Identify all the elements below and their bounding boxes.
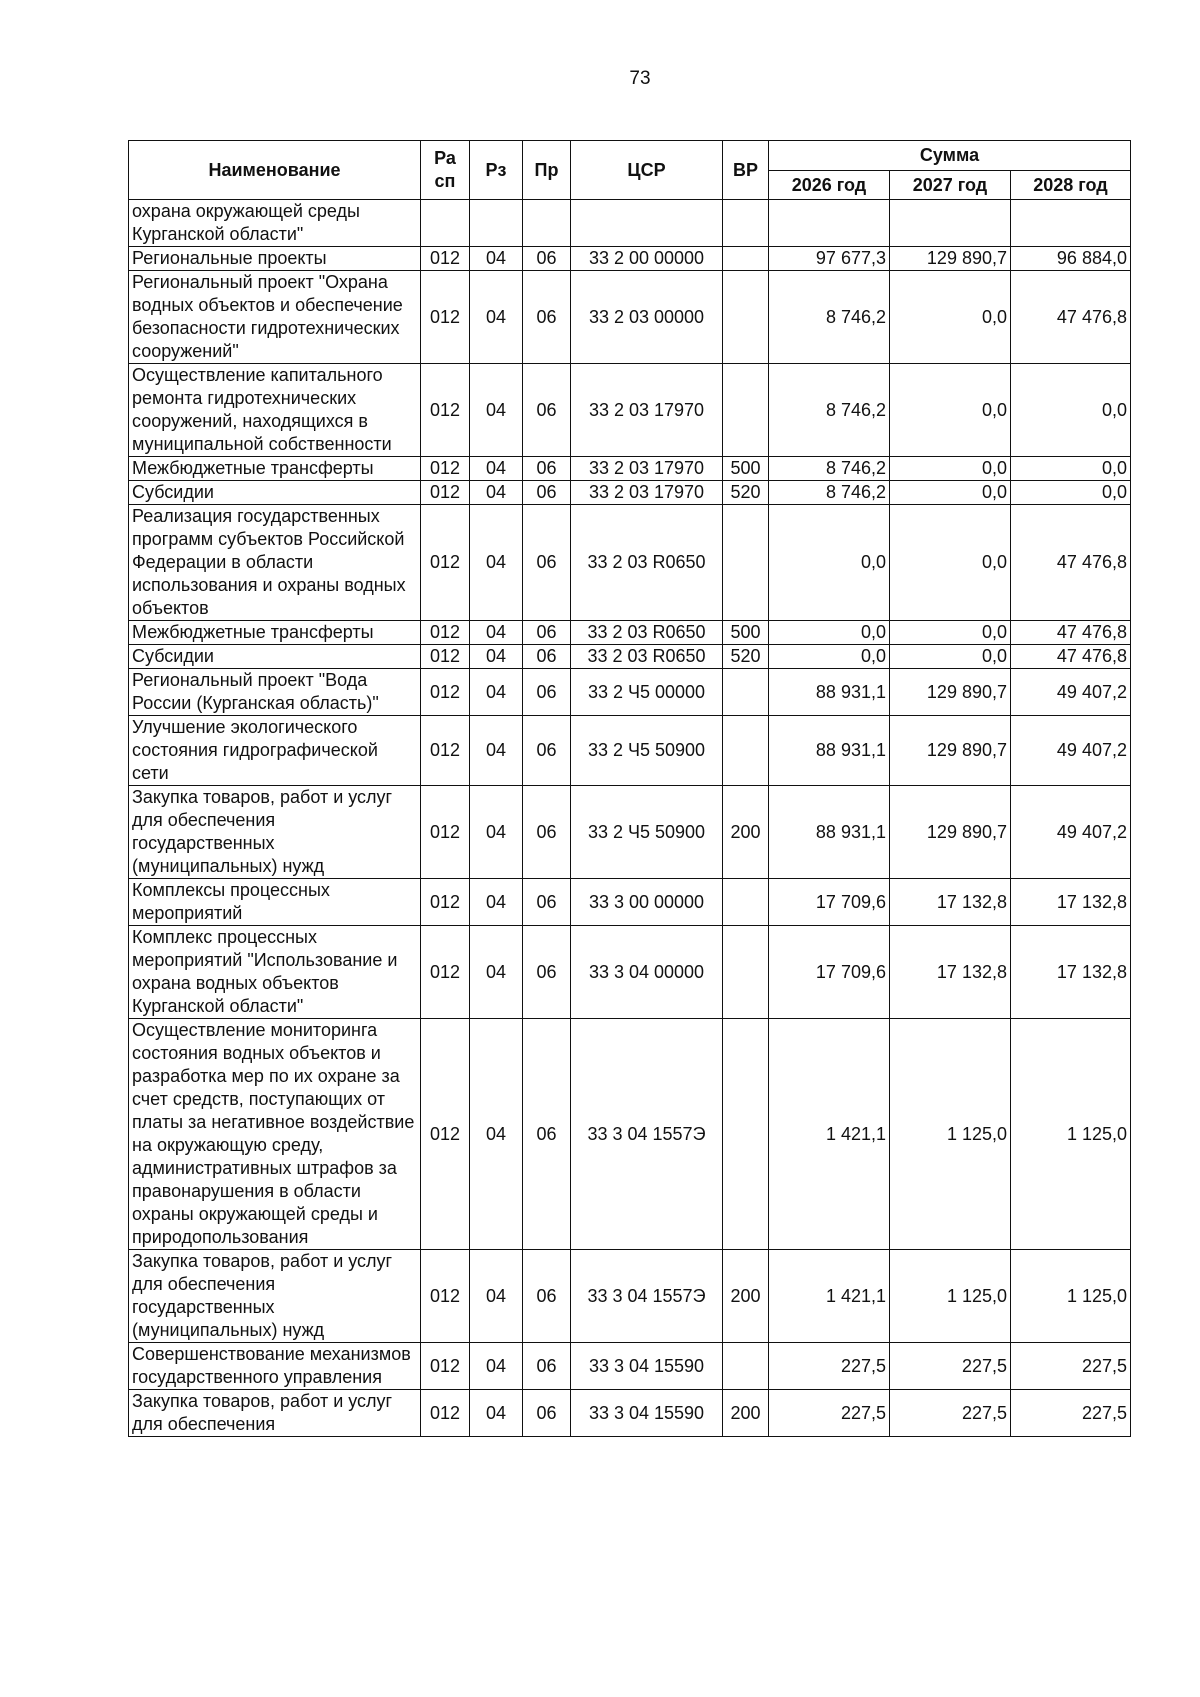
header-name: Наименование	[129, 141, 421, 200]
cell-rz: 04	[470, 1343, 523, 1390]
cell-2026: 17 709,6	[769, 879, 890, 926]
cell-rz: 04	[470, 926, 523, 1019]
table-row	[129, 926, 1131, 1019]
cell-name: Региональные проекты	[129, 247, 421, 271]
table-row	[129, 716, 1131, 786]
cell-2027: 1 125,0	[890, 1019, 1011, 1250]
cell-vr: 500	[723, 457, 769, 481]
cell-vr	[723, 669, 769, 716]
cell-2027: 0,0	[890, 481, 1011, 505]
header-rasp: Ра сп	[421, 141, 470, 200]
cell-2026: 88 931,1	[769, 716, 890, 786]
cell-vr	[723, 364, 769, 457]
cell-name: Реализация государственных программ субъектов Российской Федерации в области использования и охраны водных объектов	[129, 505, 421, 621]
cell-csr: 33 2 03 00000	[571, 271, 723, 364]
cell-2027: 129 890,7	[890, 786, 1011, 879]
cell-vr	[723, 926, 769, 1019]
cell-2027: 0,0	[890, 457, 1011, 481]
cell-rz: 04	[470, 271, 523, 364]
table-header	[129, 141, 1131, 200]
cell-rasp: 012	[421, 1250, 470, 1343]
cell-rasp: 012	[421, 457, 470, 481]
cell-2027: 129 890,7	[890, 716, 1011, 786]
cell-rasp: 012	[421, 505, 470, 621]
cell-csr: 33 3 04 15590	[571, 1343, 723, 1390]
cell-vr: 200	[723, 786, 769, 879]
cell-csr: 33 2 00 00000	[571, 247, 723, 271]
cell-2026: 0,0	[769, 621, 890, 645]
cell-rz: 04	[470, 1390, 523, 1437]
cell-pr: 06	[523, 481, 571, 505]
table-row	[129, 621, 1131, 645]
header-pr: Пр	[523, 141, 571, 200]
cell-vr: 520	[723, 481, 769, 505]
cell-2026: 0,0	[769, 505, 890, 621]
cell-2028: 227,5	[1011, 1343, 1131, 1390]
cell-2028: 17 132,8	[1011, 879, 1131, 926]
table-row	[129, 1390, 1131, 1437]
cell-pr: 06	[523, 457, 571, 481]
cell-rasp: 012	[421, 481, 470, 505]
cell-name: Осуществление капитального ремонта гидротехнических сооружений, находящихся в муниципальной собственности	[129, 364, 421, 457]
cell-2026: 88 931,1	[769, 786, 890, 879]
cell-rz: 04	[470, 481, 523, 505]
cell-csr: 33 2 03 17970	[571, 364, 723, 457]
cell-name: охрана окружающей среды Курганской области"	[129, 200, 421, 247]
cell-rz: 04	[470, 247, 523, 271]
cell-pr: 06	[523, 786, 571, 879]
cell-2026: 8 746,2	[769, 364, 890, 457]
cell-rasp: 012	[421, 364, 470, 457]
cell-vr	[723, 1019, 769, 1250]
cell-2028: 227,5	[1011, 1390, 1131, 1437]
cell-name: Комплексы процессных мероприятий	[129, 879, 421, 926]
cell-2027: 227,5	[890, 1343, 1011, 1390]
table-row	[129, 1019, 1131, 1250]
cell-2028: 49 407,2	[1011, 716, 1131, 786]
cell-2028: 0,0	[1011, 457, 1131, 481]
cell-2028: 17 132,8	[1011, 926, 1131, 1019]
cell-rasp: 012	[421, 669, 470, 716]
cell-csr: 33 2 Ч5 50900	[571, 786, 723, 879]
cell-pr: 06	[523, 1343, 571, 1390]
cell-rasp	[421, 200, 470, 247]
header-year-2028: 2028 год	[1011, 171, 1131, 200]
cell-pr: 06	[523, 879, 571, 926]
cell-2027: 1 125,0	[890, 1250, 1011, 1343]
cell-2026: 97 677,3	[769, 247, 890, 271]
cell-csr: 33 3 00 00000	[571, 879, 723, 926]
cell-csr: 33 3 04 1557Э	[571, 1019, 723, 1250]
cell-pr: 06	[523, 621, 571, 645]
cell-csr: 33 2 03 R0650	[571, 505, 723, 621]
cell-csr: 33 3 04 1557Э	[571, 1250, 723, 1343]
cell-csr: 33 2 03 R0650	[571, 621, 723, 645]
cell-2028: 1 125,0	[1011, 1250, 1131, 1343]
cell-name: Межбюджетные трансферты	[129, 621, 421, 645]
table-row	[129, 1250, 1131, 1343]
cell-pr: 06	[523, 505, 571, 621]
cell-2028: 49 407,2	[1011, 786, 1131, 879]
cell-vr	[723, 1343, 769, 1390]
cell-rasp: 012	[421, 1343, 470, 1390]
page-number: 73	[629, 68, 651, 89]
cell-2026: 0,0	[769, 645, 890, 669]
cell-csr: 33 3 04 00000	[571, 926, 723, 1019]
cell-2026: 227,5	[769, 1343, 890, 1390]
cell-vr: 200	[723, 1390, 769, 1437]
cell-2028: 1 125,0	[1011, 1019, 1131, 1250]
cell-rz: 04	[470, 621, 523, 645]
table-row	[129, 1343, 1131, 1390]
table-row	[129, 247, 1131, 271]
cell-2027: 0,0	[890, 364, 1011, 457]
cell-name: Закупка товаров, работ и услуг для обеспечения государственных (муниципальных) нужд	[129, 786, 421, 879]
cell-vr	[723, 716, 769, 786]
table-row	[129, 645, 1131, 669]
cell-rz: 04	[470, 879, 523, 926]
cell-rasp: 012	[421, 645, 470, 669]
cell-rz: 04	[470, 786, 523, 879]
header-vr: ВР	[723, 141, 769, 200]
cell-name: Закупка товаров, работ и услуг для обеспечения государственных (муниципальных) нужд	[129, 1250, 421, 1343]
cell-2026: 1 421,1	[769, 1250, 890, 1343]
cell-name: Улучшение экологического состояния гидрографической сети	[129, 716, 421, 786]
cell-pr: 06	[523, 716, 571, 786]
cell-vr: 500	[723, 621, 769, 645]
header-year-2026: 2026 год	[769, 171, 890, 200]
cell-2027: 0,0	[890, 271, 1011, 364]
budget-table	[128, 140, 1131, 1437]
cell-name: Межбюджетные трансферты	[129, 457, 421, 481]
cell-rz	[470, 200, 523, 247]
cell-pr: 06	[523, 247, 571, 271]
cell-csr: 33 2 03 17970	[571, 481, 723, 505]
table-row	[129, 200, 1131, 247]
cell-vr: 520	[723, 645, 769, 669]
cell-2028: 47 476,8	[1011, 621, 1131, 645]
cell-rasp: 012	[421, 786, 470, 879]
cell-csr: 33 2 03 17970	[571, 457, 723, 481]
cell-name: Субсидии	[129, 481, 421, 505]
cell-vr: 200	[723, 1250, 769, 1343]
cell-2027	[890, 200, 1011, 247]
cell-rz: 04	[470, 1250, 523, 1343]
header-csr: ЦСР	[571, 141, 723, 200]
cell-csr: 33 3 04 15590	[571, 1390, 723, 1437]
cell-vr	[723, 505, 769, 621]
cell-2028: 96 884,0	[1011, 247, 1131, 271]
cell-2028: 49 407,2	[1011, 669, 1131, 716]
table-row	[129, 364, 1131, 457]
cell-name: Региональный проект "Охрана водных объектов и обеспечение безопасности гидротехнических сооружений"	[129, 271, 421, 364]
cell-pr: 06	[523, 669, 571, 716]
cell-2028: 0,0	[1011, 481, 1131, 505]
cell-name: Закупка товаров, работ и услуг для обеспечения	[129, 1390, 421, 1437]
cell-2028: 47 476,8	[1011, 645, 1131, 669]
cell-vr	[723, 247, 769, 271]
cell-rz: 04	[470, 1019, 523, 1250]
cell-rasp: 012	[421, 879, 470, 926]
cell-csr: 33 2 03 R0650	[571, 645, 723, 669]
cell-pr: 06	[523, 271, 571, 364]
cell-rz: 04	[470, 505, 523, 621]
cell-pr: 06	[523, 1019, 571, 1250]
cell-rasp: 012	[421, 926, 470, 1019]
cell-2026	[769, 200, 890, 247]
cell-2026: 8 746,2	[769, 481, 890, 505]
cell-2026: 8 746,2	[769, 457, 890, 481]
cell-2026: 8 746,2	[769, 271, 890, 364]
cell-2026: 1 421,1	[769, 1019, 890, 1250]
table-row	[129, 786, 1131, 879]
cell-pr	[523, 200, 571, 247]
cell-name: Совершенствование механизмов государственного управления	[129, 1343, 421, 1390]
cell-2026: 227,5	[769, 1390, 890, 1437]
cell-rasp: 012	[421, 271, 470, 364]
cell-pr: 06	[523, 1390, 571, 1437]
table-row	[129, 669, 1131, 716]
cell-2026: 88 931,1	[769, 669, 890, 716]
cell-pr: 06	[523, 364, 571, 457]
cell-2027: 0,0	[890, 505, 1011, 621]
cell-rz: 04	[470, 645, 523, 669]
cell-2028	[1011, 200, 1131, 247]
cell-name: Региональный проект "Вода России (Курганская область)"	[129, 669, 421, 716]
cell-rasp: 012	[421, 716, 470, 786]
cell-2027: 129 890,7	[890, 247, 1011, 271]
header-rz: Рз	[470, 141, 523, 200]
header-year-2027: 2027 год	[890, 171, 1011, 200]
cell-name: Комплекс процессных мероприятий "Использование и охрана водных объектов Курганской области"	[129, 926, 421, 1019]
table-body	[129, 200, 1131, 1437]
cell-pr: 06	[523, 645, 571, 669]
cell-name: Осуществление мониторинга состояния водных объектов и разработка мер по их охране за счет средств, поступающих от платы за негативное воздействие на окружающую среду, административных штрафов за правонарушения в области охраны окружающей среды и природопользования	[129, 1019, 421, 1250]
cell-2027: 0,0	[890, 621, 1011, 645]
cell-rz: 04	[470, 364, 523, 457]
cell-2027: 17 132,8	[890, 926, 1011, 1019]
cell-rz: 04	[470, 457, 523, 481]
cell-pr: 06	[523, 926, 571, 1019]
cell-rz: 04	[470, 716, 523, 786]
cell-csr: 33 2 Ч5 00000	[571, 669, 723, 716]
cell-2027: 227,5	[890, 1390, 1011, 1437]
cell-rz: 04	[470, 669, 523, 716]
cell-csr: 33 2 Ч5 50900	[571, 716, 723, 786]
cell-csr	[571, 200, 723, 247]
cell-2028: 47 476,8	[1011, 271, 1131, 364]
cell-2028: 47 476,8	[1011, 505, 1131, 621]
cell-2027: 17 132,8	[890, 879, 1011, 926]
cell-vr	[723, 200, 769, 247]
cell-rasp: 012	[421, 1019, 470, 1250]
cell-vr	[723, 879, 769, 926]
table-row	[129, 457, 1131, 481]
cell-2027: 129 890,7	[890, 669, 1011, 716]
table-row	[129, 505, 1131, 621]
cell-rasp: 012	[421, 1390, 470, 1437]
cell-rasp: 012	[421, 247, 470, 271]
cell-2028: 0,0	[1011, 364, 1131, 457]
cell-2027: 0,0	[890, 645, 1011, 669]
cell-pr: 06	[523, 1250, 571, 1343]
cell-rasp: 012	[421, 621, 470, 645]
cell-vr	[723, 271, 769, 364]
table-row	[129, 879, 1131, 926]
header-sum: Сумма	[769, 141, 1131, 171]
cell-name: Субсидии	[129, 645, 421, 669]
table-row	[129, 271, 1131, 364]
table-row	[129, 481, 1131, 505]
cell-2026: 17 709,6	[769, 926, 890, 1019]
